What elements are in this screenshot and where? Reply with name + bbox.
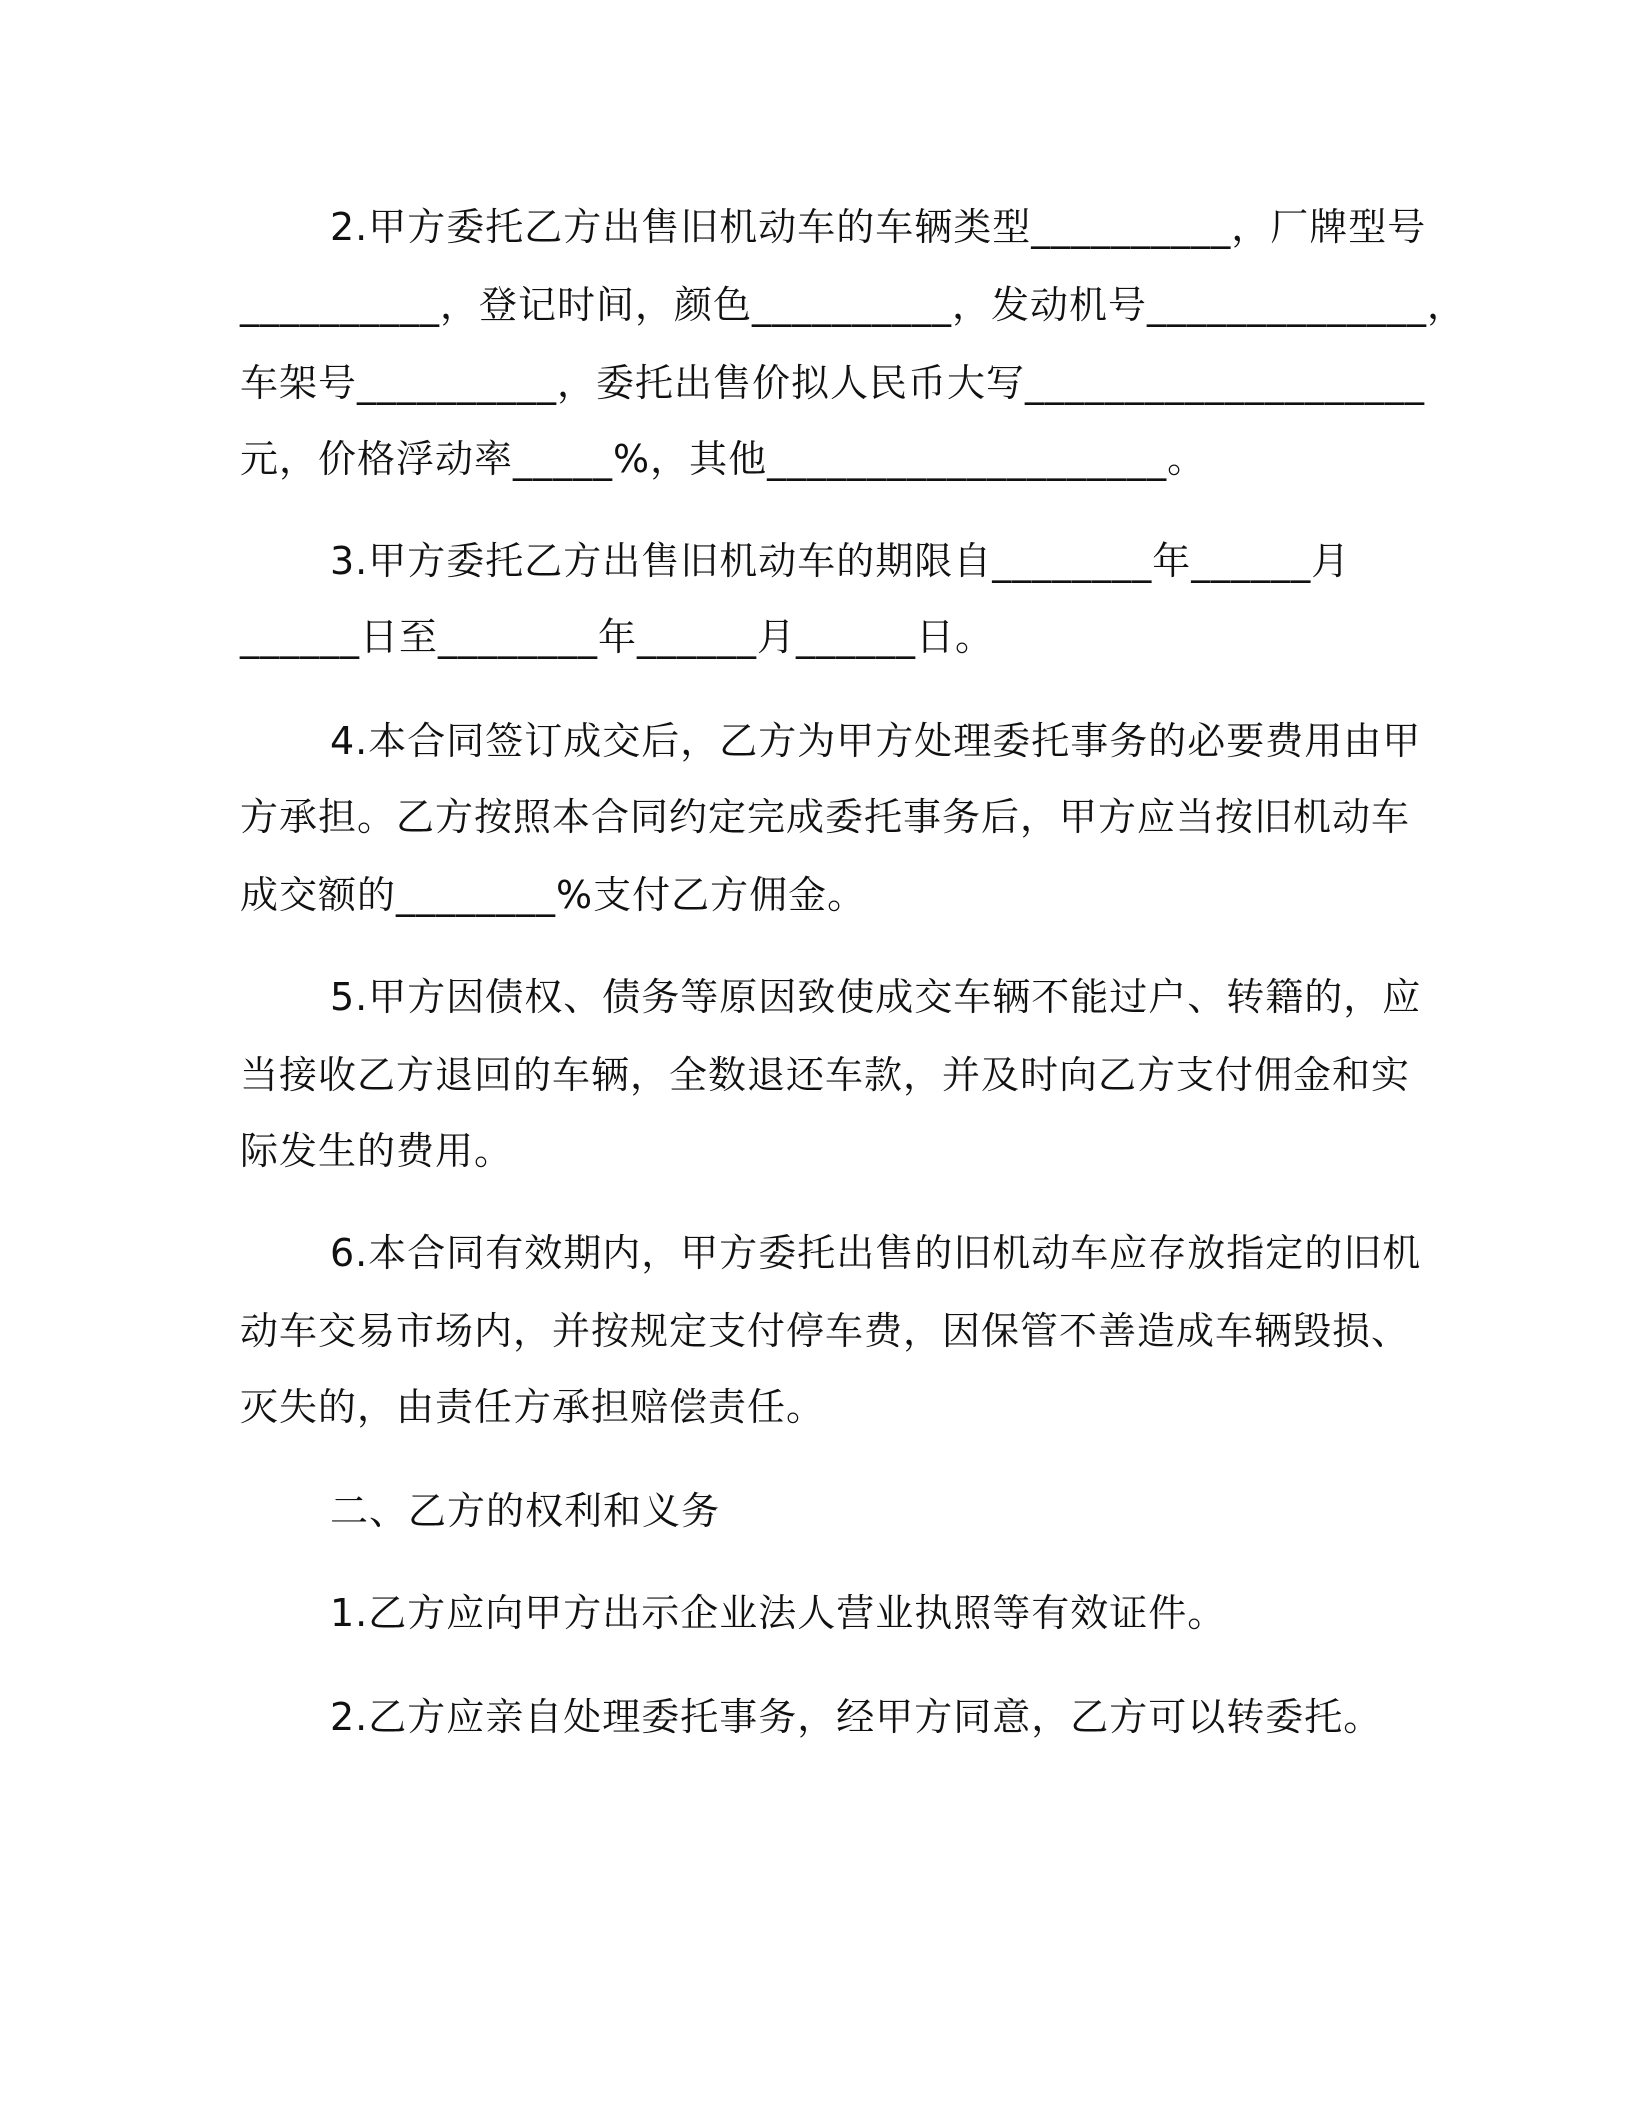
clause-a3-line-1: 3.甲方委托乙方出售旧机动车的期限自________年______月 [330, 539, 1351, 583]
clause-b2-line-1: 2.乙方应亲自处理委托事务，经甲方同意，乙方可以转委托。 [330, 1695, 1383, 1739]
clause-a4-line-1: 4.本合同签订成交后，乙方为甲方处理委托事务的必要费用由甲 [330, 719, 1422, 763]
clause-a4-line-3: 成交额的________%支付乙方佣金。 [240, 873, 867, 917]
clause-a4-line-2: 方承担。乙方按照本合同约定完成委托事务后，甲方应当按旧机动车 [240, 795, 1411, 839]
clause-a5-line-2: 当接收乙方退回的车辆，全数退还车款，并及时向乙方支付佣金和实 [240, 1053, 1411, 1097]
clause-a5-line-1: 5.甲方因债权、债务等原因致使成交车辆不能过户、转籍的，应 [330, 975, 1422, 1019]
clause-a2-line-2: __________，登记时间，颜色__________，发动机号______________， [240, 283, 1467, 327]
clause-a5-line-3: 际发生的费用。 [240, 1129, 514, 1173]
section-heading-party-b: 二、乙方的权利和义务 [330, 1489, 721, 1533]
clause-a6-line-2: 动车交易市场内，并按规定支付停车费，因保管不善造成车辆毁损、 [240, 1309, 1411, 1353]
clause-b1-line-1: 1.乙方应向甲方出示企业法人营业执照等有效证件。 [330, 1591, 1227, 1635]
clause-a6-line-1: 6.本合同有效期内，甲方委托出售的旧机动车应存放指定的旧机 [330, 1231, 1422, 1275]
clause-a2-line-1: 2.甲方委托乙方出售旧机动车的车辆类型__________，厂牌型号 [330, 205, 1427, 249]
clause-a2-line-4: 元，价格浮动率_____%，其他____________________。 [240, 437, 1207, 481]
clause-a6-line-3: 灭失的，由责任方承担赔偿责任。 [240, 1385, 826, 1429]
clause-a2-line-3: 车架号__________，委托出售价拟人民币大写____________________ [240, 361, 1426, 405]
clause-a3-line-2: ______日至________年______月______日。 [240, 615, 995, 659]
